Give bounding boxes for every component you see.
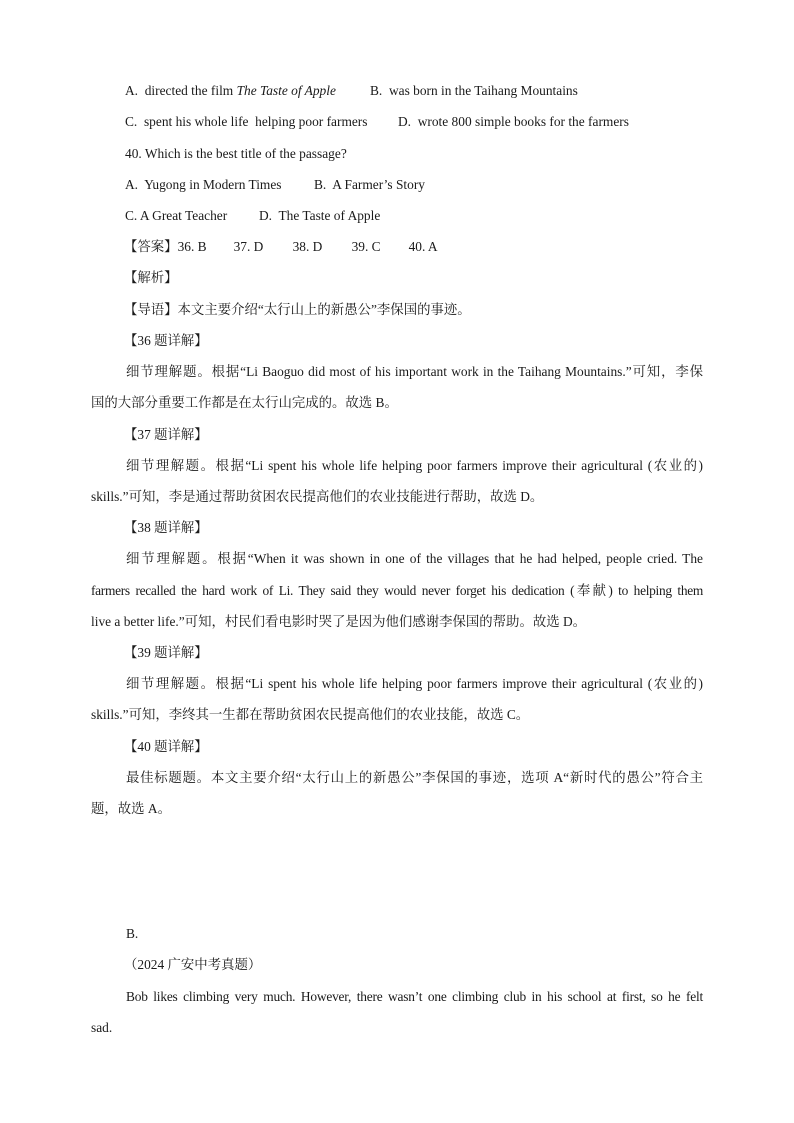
section-b-label: B.	[126, 926, 139, 941]
q40-option-b: B. A Farmer’s Story	[314, 177, 425, 192]
answer-36: 36. B	[177, 239, 207, 254]
answer-line	[124, 238, 438, 256]
answer-37: 37. D	[233, 239, 264, 254]
detail-38-line2: farmers recalled the hard work of Li. They said they would never forget his dedication (奉献) to helping them	[91, 583, 703, 598]
q39-option-b: B. was born in the Taihang Mountains	[370, 83, 578, 98]
q39-option-a	[125, 82, 336, 100]
q40-option-c: C. A Great Teacher	[125, 208, 228, 223]
section-b-source: （2024 广安中考真题）	[124, 957, 262, 972]
detail-38-line1: 细节理解题。根据“When it was shown in one of the villages that he had helped, people cried. The	[126, 551, 703, 566]
q39-option-a-title: The Taste of Apple	[236, 83, 336, 98]
q39-option-a-text: A. directed the film	[125, 83, 237, 98]
guide-text: 【导语】本文主要介绍“太行山上的新愚公”李保国的事迹。	[124, 302, 471, 317]
detail-40-line1: 最佳标题题。本文主要介绍“太行山上的新愚公”李保国的事迹，选项 A“新时代的愚公”符合主	[126, 770, 703, 785]
q39-option-d: D. wrote 800 simple books for the farmers	[398, 114, 629, 129]
detail-36-heading: 【36 题详解】	[124, 333, 208, 348]
analysis-label: 【解析】	[124, 270, 178, 285]
answer-label: 【答案】	[124, 239, 178, 254]
q40-stem: 40. Which is the best title of the passage?	[125, 146, 347, 161]
q39-option-c: C. spent his whole life helping poor farmers	[125, 114, 368, 129]
section-b-line1: Bob likes climbing very much. However, there wasn’t one climbing club in his school at first, so he felt	[126, 989, 703, 1004]
detail-39-line1: 细节理解题。根据“Li spent his whole life helping poor farmers improve their agricultural (农业的)	[126, 676, 703, 691]
detail-37-line2: skills.”可知，李是通过帮助贫困农民提高他们的农业技能进行帮助，故选 D。	[91, 489, 544, 504]
answer-40: 40. A	[408, 239, 438, 254]
detail-37-line1: 细节理解题。根据“Li spent his whole life helping poor farmers improve their agricultural (农业的)	[126, 458, 703, 473]
detail-38-line3: live a better life.”可知，村民们看电影时哭了是因为他们感谢李保国的帮助。故选 D。	[91, 614, 587, 629]
answer-38: 38. D	[292, 239, 323, 254]
detail-38-heading: 【38 题详解】	[124, 520, 208, 535]
detail-39-line2: skills.”可知，李终其一生都在帮助贫困农民提高他们的农业技能，故选 C。	[91, 707, 530, 722]
section-b-line2: sad.	[91, 1020, 113, 1035]
q40-option-d: D. The Taste of Apple	[259, 208, 381, 223]
detail-36-line1: 细节理解题。根据“Li Baoguo did most of his important work in the Taihang Mountains.”可知，李保	[126, 364, 703, 379]
detail-40-line2: 题，故选 A。	[91, 801, 171, 816]
detail-40-heading: 【40 题详解】	[124, 739, 208, 754]
q40-option-a: A. Yugong in Modern Times	[125, 177, 282, 192]
answer-39: 39. C	[351, 239, 381, 254]
detail-39-heading: 【39 题详解】	[124, 645, 208, 660]
detail-36-line2: 国的大部分重要工作都是在太行山完成的。故选 B。	[91, 395, 398, 410]
detail-37-heading: 【37 题详解】	[124, 427, 208, 442]
